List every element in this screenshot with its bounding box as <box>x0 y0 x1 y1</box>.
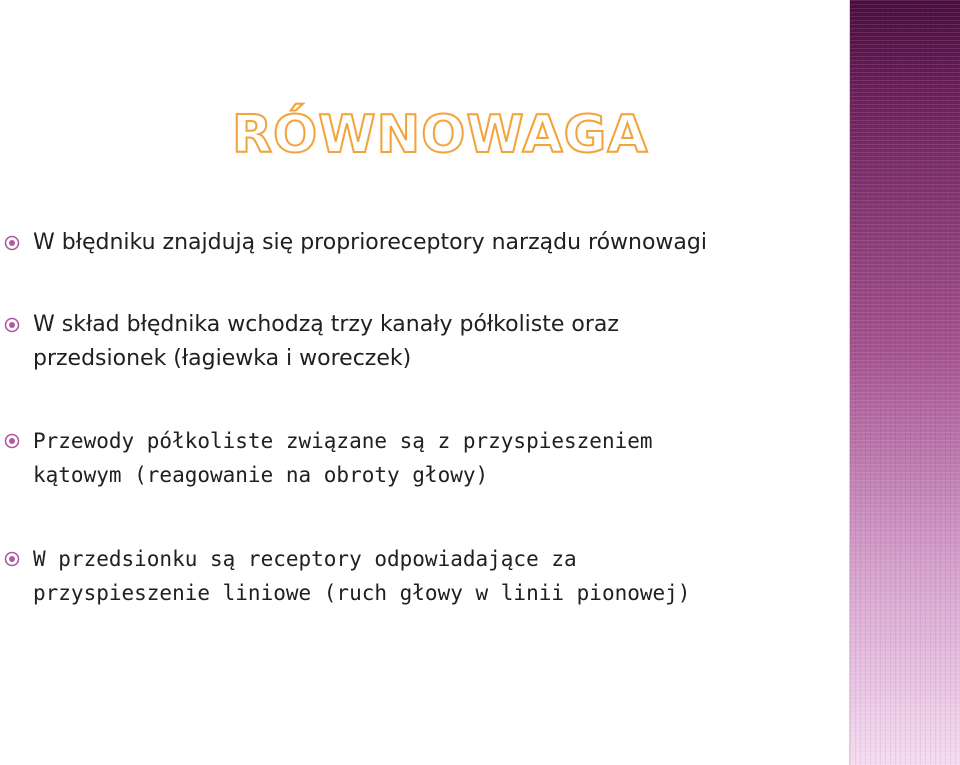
bullet-item <box>0 226 830 260</box>
circled-dot-icon <box>4 433 20 449</box>
circled-dot-icon <box>4 317 20 333</box>
bullet-list <box>0 226 830 658</box>
circled-dot-icon <box>4 551 20 567</box>
bullet-text: Przewody półkoliste związane są z przyspieszeniem kątowym (reagowanie na obroty głowy) <box>33 429 653 487</box>
bullet-text: W błędniku znajdują się proprioreceptory narządu równowagi <box>33 230 707 255</box>
bullet-item <box>0 308 830 376</box>
decorative-side-band <box>849 0 960 765</box>
bullet-text: W skład błędnika wchodzą trzy kanały półkoliste oraz przedsionek (łagiewka i woreczek) <box>33 312 619 371</box>
bullet-item <box>0 542 830 610</box>
slide-title: RÓWNOWAGA <box>232 105 649 165</box>
bullet-text: W przedsionku są receptory odpowiadające za przyspieszenie liniowe (ruch głowy w linii pionowej) <box>33 547 691 605</box>
circled-dot-icon <box>4 235 20 251</box>
bullet-item <box>0 424 830 492</box>
